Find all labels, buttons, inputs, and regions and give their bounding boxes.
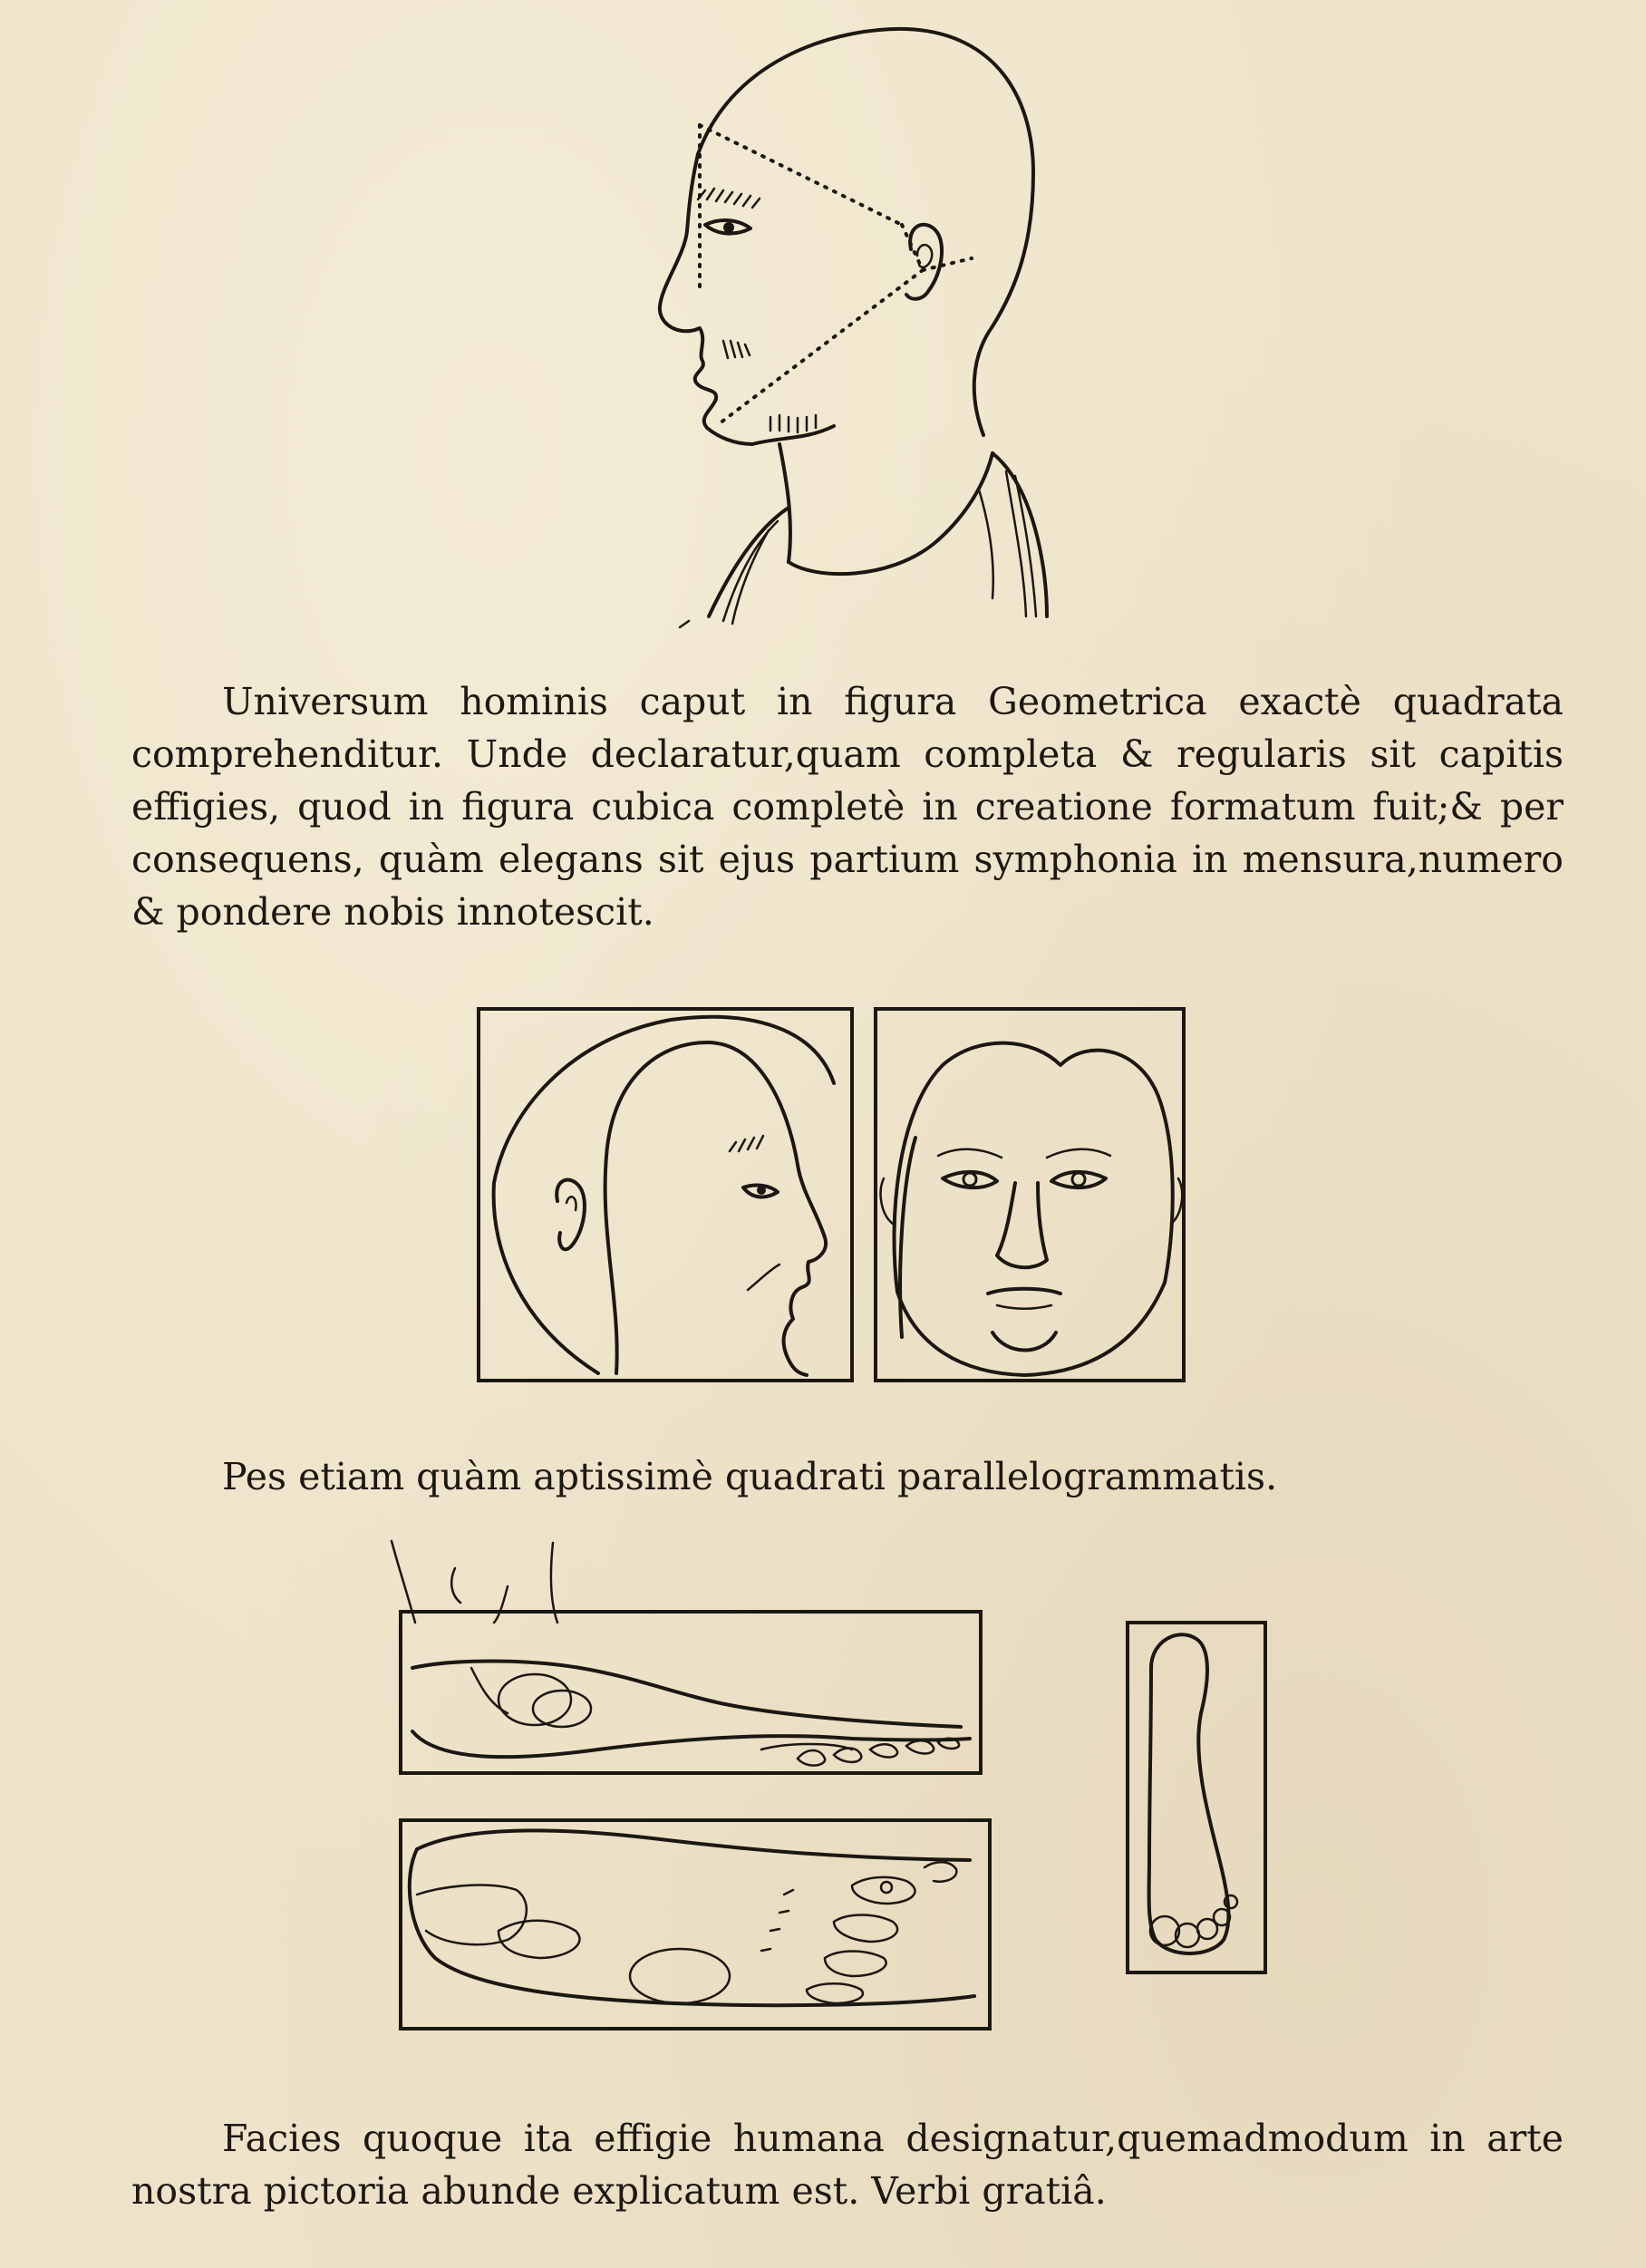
heads-in-squares-figure	[471, 1002, 1196, 1391]
head-profile-figure	[634, 18, 1142, 635]
paragraph-head-square: Universum hominis caput in figura Geometrica exactè quadrata comprehenditur. Unde declaratur,quam completa & regularis sit capitis effigies, quod in figura cubica completè in creatione formatum fuit;& per consequens, quàm elegans sit ejus partium symphonia in mensura,numero & pondere nobis innotescit.	[131, 680, 1564, 934]
paragraph-face-designation: Facies quoque ita effigie humana designatur,quemadmodum in arte nostra pictoria abunde explicatum est. Verbi gratiâ.	[131, 2117, 1564, 2213]
feet-in-rectangles-figure	[381, 1532, 1287, 2040]
caption-foot-parallelogram: Pes etiam quàm aptissimè quadrati parallelogrammatis.	[222, 1455, 1278, 1498]
